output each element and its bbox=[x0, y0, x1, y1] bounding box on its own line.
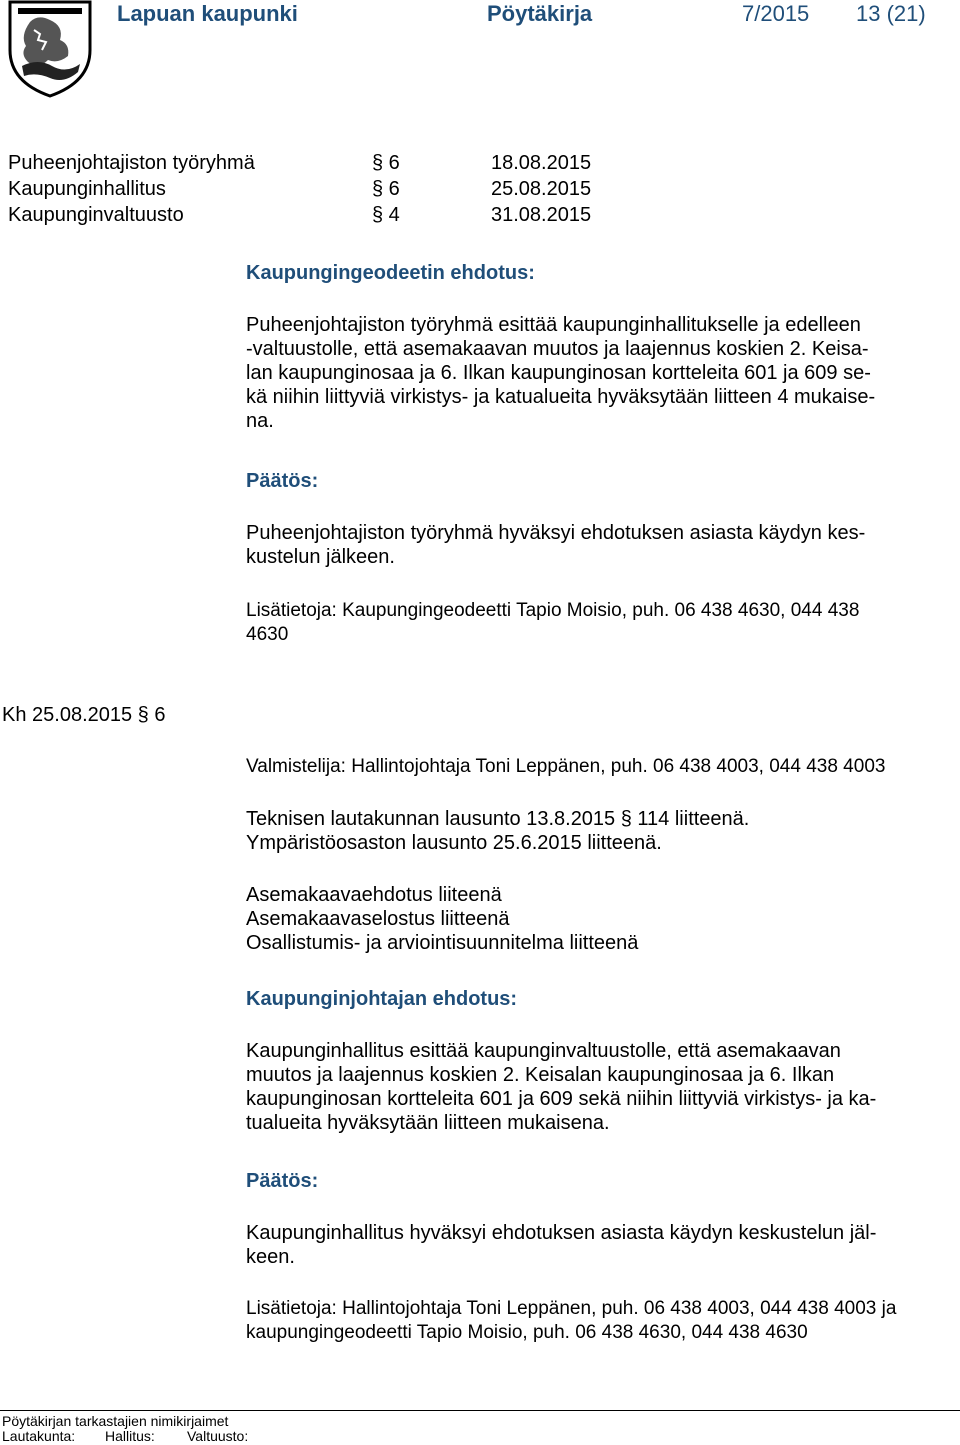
text-line: Ympäristöosaston lausunto 25.6.2015 liitteenä. bbox=[246, 832, 662, 854]
decision1-text bbox=[246, 521, 952, 569]
decision2-heading: Päätös: bbox=[246, 1170, 319, 1192]
header-org: Lapuan kaupunki bbox=[117, 1, 298, 26]
text-line: Kaupunginhallitus esittää kaupunginvaltuustolle, että asemakaavan bbox=[246, 1040, 841, 1062]
proposal1-text bbox=[246, 313, 952, 433]
text-line: muutos ja laajennus koskien 2. Keisalan kaupunginosaa ja 6. Ilkan bbox=[246, 1064, 835, 1086]
meeting-body: Puheenjohtajiston työryhmä bbox=[8, 152, 255, 174]
text-line: Teknisen lautakunnan lausunto 13.8.2015 § 114 liitteenä. bbox=[246, 808, 750, 830]
meeting-date: 18.08.2015 bbox=[491, 152, 592, 174]
decision2-text bbox=[246, 1221, 952, 1269]
footer-title: Pöytäkirjan tarkastajien nimikirjaimet bbox=[2, 1413, 229, 1429]
header-doc-type: Pöytäkirja bbox=[487, 1, 593, 26]
meeting-date: 25.08.2015 bbox=[491, 178, 592, 200]
text-line: kaupungingeodeetti Tapio Moisio, puh. 06 438 4630, 044 438 4630 bbox=[246, 1322, 808, 1343]
text-line: na. bbox=[246, 410, 274, 432]
decision1-info bbox=[246, 599, 952, 647]
meeting-body: Kaupunginvaltuusto bbox=[8, 204, 184, 226]
text-line: lan kaupunginosaa ja 6. Ilkan kaupunginosan kortteleita 601 ja 609 se- bbox=[246, 362, 871, 384]
footer-field-hallitus: Hallitus: bbox=[105, 1428, 155, 1444]
kh-attachments bbox=[246, 883, 952, 955]
attachment-item: Asemakaavaselostus liitteenä bbox=[246, 908, 510, 930]
footer-divider bbox=[0, 1410, 960, 1411]
proposal2-heading: Kaupunginjohtajan ehdotus: bbox=[246, 988, 518, 1010]
attachment-item: Asemakaavaehdotus liiteenä bbox=[246, 884, 502, 906]
footer-field-valtuusto: Valtuusto: bbox=[187, 1428, 249, 1444]
text-line: kä niihin liittyviä virkistys- ja katualueita hyväksytään liitteen 4 mukaise- bbox=[246, 386, 876, 408]
kh-preparer: Valmistelija: Hallintojohtaja Toni Leppänen, puh. 06 438 4003, 044 438 4003 bbox=[246, 756, 886, 777]
meeting-section: § 6 bbox=[372, 178, 400, 200]
attachment-item: Osallistumis- ja arviointisuunnitelma liitteenä bbox=[246, 932, 639, 954]
meeting-section: § 4 bbox=[372, 204, 400, 226]
decision2-info bbox=[246, 1297, 952, 1345]
text-line: Kaupunginhallitus hyväksyi ehdotuksen asiasta käydyn keskustelun jäl- bbox=[246, 1222, 877, 1244]
proposal2-text bbox=[246, 1039, 952, 1135]
text-line: keen. bbox=[246, 1246, 295, 1268]
footer-field-lautakunta: Lautakunta: bbox=[2, 1428, 76, 1444]
meeting-section: § 6 bbox=[372, 152, 400, 174]
kh-label: Kh 25.08.2015 § 6 bbox=[2, 704, 166, 726]
proposal1-heading: Kaupungingeodeetin ehdotus: bbox=[246, 262, 535, 284]
text-line: kaupunginosan kortteleita 601 ja 609 sekä niihin liittyviä virkistys- ja ka- bbox=[246, 1088, 877, 1110]
text-line: 4630 bbox=[246, 624, 289, 645]
meeting-date: 31.08.2015 bbox=[491, 204, 592, 226]
text-line: Puheenjohtajiston työryhmä esittää kaupunginhallitukselle ja edelleen bbox=[246, 314, 861, 336]
text-line: Lisätietoja: Hallintojohtaja Toni Leppänen, puh. 06 438 4003, 044 438 4003 ja bbox=[246, 1298, 897, 1319]
text-line: kustelun jälkeen. bbox=[246, 546, 395, 568]
header-page: 13 (21) bbox=[856, 1, 926, 26]
meeting-body: Kaupunginhallitus bbox=[8, 178, 166, 200]
decision1-heading: Päätös: bbox=[246, 470, 319, 492]
text-line: Puheenjohtajiston työryhmä hyväksyi ehdotuksen asiasta käydyn kes- bbox=[246, 522, 866, 544]
text-line: Lisätietoja: Kaupungingeodeetti Tapio Moisio, puh. 06 438 4630, 044 438 bbox=[246, 600, 860, 621]
text-line: -valtuustolle, että asemakaavan muutos ja laajennus koskien 2. Keisa- bbox=[246, 338, 869, 360]
coat-of-arms-icon bbox=[8, 0, 92, 98]
text-line: tualueita hyväksytään liitteen mukaisena. bbox=[246, 1112, 610, 1134]
kh-statements bbox=[246, 807, 952, 855]
header-issue: 7/2015 bbox=[742, 1, 810, 26]
